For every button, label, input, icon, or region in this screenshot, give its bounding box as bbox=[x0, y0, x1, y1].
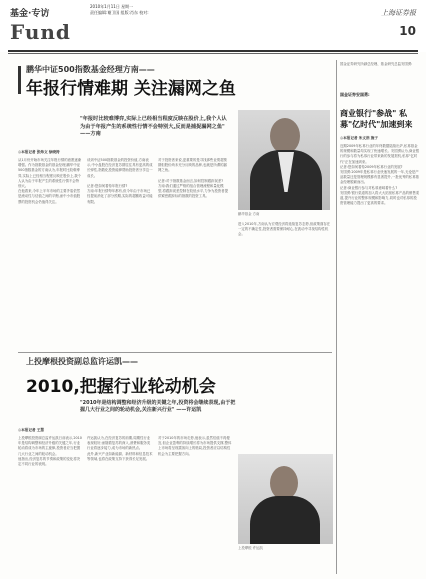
right-top-text: 国金证券研究所副总经理、基金研究总监安国勇: bbox=[340, 62, 413, 66]
article2-photo-suit bbox=[250, 496, 320, 544]
article2-col1: 上投摩根投资副总监许运凯日前表示,2010年是结构调整和经济升级的关键之年,行业轮动将成为市场的主旋律,投资者应当把握几大行业之间的轮动机会。 他指出,经济复苏的节奏和政策的变化将决定不同行业的表现。 bbox=[18, 436, 82, 467]
header-rule bbox=[8, 50, 418, 52]
article1-byline: ◎本报记者 张炜文 徐晓涛 bbox=[18, 150, 60, 154]
article1-col2: 谈到中证500指数基金的投资价值,方南表示,中小盘股在经济复苏期往往具有更高的成长弹性,指数化投资能够帮助投资者分享这一成长。 记者:您如何看待年报行情? 方南:年报行情每年都有,但今年由于市场已经提前消化了部分预期,实际的超额收益可能有限。 bbox=[87, 158, 153, 204]
page-header bbox=[0, 0, 426, 52]
right-body: 近期2009年私募行业的年终数据陆续出炉,私募基金的规模和数量均实现了快速增长。安国勇认为,商业银行的参与将为私募行业带来新的发展契机,私募"亿时代"正在加速到来。 记者:您如何看待2009年私募行业的发展? 安国勇:2009年是私募行业快速发展的一年,无论是产品数量还是管理规模都有显著提升,一批优秀的私募基金经理脱颖而出。 记者:商业银行参与对私募意味着什么? 安国勇:银行渠道的加入将大大拓宽私募产品的销售渠道,提升行业的整体规模和影响力,同时也对私募的投资管理能力提出了更高的要求。 bbox=[340, 144, 420, 206]
page-number: 10 bbox=[399, 24, 416, 38]
article2-title: 2010,把握行业轮动机会 bbox=[26, 377, 216, 397]
right-title: 商业银行"参战" 私募"亿时代"加速到来 bbox=[340, 109, 413, 129]
article1-title: 年报行情难期 关注漏网之鱼 bbox=[26, 79, 236, 99]
paper-name: 上海证券报 bbox=[381, 9, 416, 17]
article2-col3: 对于2010年的市场走势,他表示,虽然估值不再便宜,但企业盈利的持续增长将为市场提供支撑,整体上市场将呈现震荡向上的格局,投资者应以结构性机会为主要把握方向。 bbox=[158, 436, 232, 456]
article1-quote: "年报时比较难博弈,实际上已经相当程度反映在股价上,我个人认为由于年报产生的系统性行情不会特别大,反而是捕捉漏网之鱼" ——方南 bbox=[80, 116, 227, 137]
header-meta bbox=[90, 4, 310, 16]
article2-photo-head bbox=[270, 466, 298, 500]
article2-byline: ◎本报记者 王慧 bbox=[18, 428, 44, 432]
article1-col4: 进入2010年,方南认为宏观经济将延续复苏态势,但政策面存在一定的不确定性,投资者需要保持耐心,在波动中寻找结构性机会。 bbox=[238, 222, 331, 237]
section-name: 基金·专访 bbox=[10, 9, 50, 19]
article1-kicker: 鹏华中证500指数基金经理方南—— bbox=[26, 65, 155, 74]
column-divider bbox=[336, 60, 337, 574]
section-english: Fund bbox=[10, 20, 71, 44]
article2-col2: 许运凯认为,在经济复苏的前期,周期性行业表现较好;而随着复苏的深入,消费和服务类行业将逐步接力,成为市场的新热点。 此外,新兴产业如新能源、新材料和信息技术等领域,也将在政策支持下获得长足发展。 bbox=[87, 436, 153, 461]
article2-photo-caption: 上投摩根 许运凯 bbox=[238, 546, 263, 550]
right-byline: ◎本报记者 朱文浩 施于 bbox=[340, 136, 378, 140]
article1-col1: 从1月份开始市场关注年报行情的意愿逐渐增强。作为指数基金的基金经理,鹏华中证500指数基金的方南认为,年报时比较难博弈,实际上已经相当程度反映在股价上,我个人认为由于年报产生的系统性行情不会特别大。 在他看来,今年上半年市场的主要矛盾依然是流动性与估值之间的平衡,而中小市值股票的投资机会仍值得关注。 bbox=[18, 158, 82, 204]
article2-quote: "2010年是结构调整和经济升级的关键之年,投资将会继续表现,由于把握几大行业之间的轮动机会,关注新兴行业" ——许运凯 bbox=[80, 400, 236, 413]
right-kicker: 国金证券安国勇: bbox=[340, 92, 370, 97]
headline-bar bbox=[18, 66, 21, 94]
article1-col3: 对于投资者来说,更重要的是寻找那些业绩超预期但股价尚未充分反映的品种,也就是所谓的漏网之鱼。 记者:对于指数基金而言,如何控制跟踪误差? 方南:我们通过严格的组合管理流程和量化模型,将跟踪误差控制在较低水平,力争为投资者提供紧密跟踪标的指数的投资工具。 bbox=[158, 158, 228, 199]
article-divider bbox=[18, 352, 332, 353]
header-rule-thin bbox=[8, 53, 418, 54]
article1-photo-head bbox=[270, 118, 300, 154]
article1-photo-caption: 鹏华基金 方南 bbox=[238, 212, 260, 216]
header-date-line: 2010年1月11日 星期一 bbox=[90, 4, 134, 9]
header-editor-line: 责任编辑:谢卫国 组版:肖东 校对: bbox=[90, 10, 149, 15]
article2-kicker: 上投摩根投资副总监许运凯—— bbox=[26, 357, 138, 366]
